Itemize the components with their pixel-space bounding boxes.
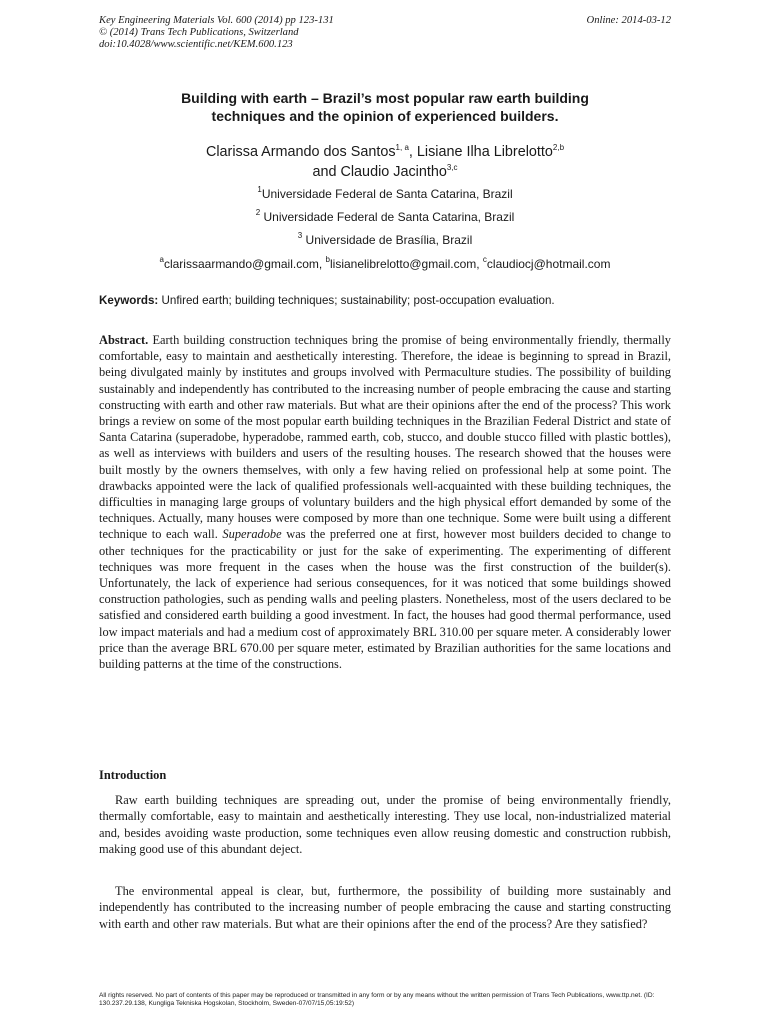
online-date: Online: 2014-03-12: [586, 15, 671, 26]
author-3: Claudio Jacintho: [340, 164, 447, 180]
keywords-text: Unfired earth; building techniques; sustainability; post-occupation evaluation.: [158, 294, 555, 307]
author-1: Clarissa Armando dos Santos: [205, 144, 396, 160]
journal-citation: Key Engineering Materials Vol. 600 (2014) pp 123-131: [99, 15, 334, 26]
introduction-paragraph-2: The environmental appeal is clear, but, furthermore, the possibility of building more sustainably and independently has contributed to the increasing number of people embracing the cause and starting constructing with earth and other raw materials. But what are their opinions after the end of the process? Are they satisfied?: [99, 884, 671, 931]
abstract-text-1: Earth building construction techniques bring the promise of being environmentally friendly, thermally comfortable, easy to maintain and aesthetically interesting. Therefore, the ideae is beginning to spread in Brazil, being divulgated mainly by institutes and groups involved with Permaculture studies. The possibility of building sustainably and independently has contributed to the increasing number of people embracing the cause and starting constructing with earth and other raw materials. But what are their opinions after the end of the process? This work brings a review on some of the most popular earth building techniques in the Brazilian Federal District and state of Santa Catarina (superadobe, hyperadobe, rammed earth, cob, stucco, and double stucco filled with plastic bottles), as well as interviews with builders and users of the resulting houses. The research showed that the houses were built mostly by the owners themselves, with only a few having relied on professional help at some point. The drawbacks appointed were the lack of qualified professionals well-acquainted with these building techniques, the difficulties in managing large groups of voluntary builders and the high physical effort demanded by some of the techniques. Actually, many houses were composed by more than one technique. Some were built using a different technique to each wall.: [99, 333, 671, 542]
title-line-1: Building with earth – Brazil’s most popular raw earth building: [181, 90, 589, 106]
affiliation-1-text: Universidade Federal de Santa Catarina, Brazil: [261, 187, 513, 201]
affiliation-2-marker: 2: [255, 208, 261, 217]
affiliation-1: [99, 187, 671, 201]
author-line-2: [99, 162, 671, 182]
affiliation-3: [99, 233, 671, 247]
email-c: claudiocj@hotmail.com: [486, 257, 611, 271]
author-line-1: [99, 142, 671, 162]
paper-title: [99, 89, 671, 125]
author-2-marker: 2,b: [552, 143, 565, 152]
abstract-italic-term: Superadobe: [222, 527, 282, 542]
affiliation-3-marker: 3: [297, 231, 303, 240]
abstract: [99, 332, 671, 672]
author-2: Lisiane Ilha Librelotto: [416, 144, 553, 160]
author-1-marker: 1, a: [395, 143, 409, 152]
email-c-marker: c: [482, 255, 487, 264]
affiliation-1-marker: 1: [257, 185, 262, 194]
keywords: [99, 294, 671, 308]
keywords-label: Keywords:: [99, 294, 159, 307]
email-a: clarissaarmando@gmail.com,: [163, 257, 326, 271]
email-b: lisianelibrelotto@gmail.com,: [330, 257, 483, 271]
abstract-text-2: was the preferred one at first, however most builders decided to change to other techniques for the practicability or just for the sake of experimenting. The experimenting of different techniques was more frequent in the cases when the house was the first construction of the builder(s). Unfortunately, the lack of experience had serious consequences, for it was noticed that some buildings showed construction pathologies, such as pending walls and peeling plasters. Nonetheless, most of the users declared to be satisfied and considered earth building a good investment. In fact, the houses had good thermal performance, used low impact materials and had a medium cost of approximately BRL 310.00 per square meter. A considerably lower price than the average BRL 670.00 per square meter, estimated by Brazilian authorities for the same locations and building patterns at the time of the constructions.: [99, 527, 671, 672]
copyright-line: © (2014) Trans Tech Publications, Switzerland: [99, 27, 299, 39]
author-separator: ,: [408, 144, 417, 160]
email-a-marker: a: [159, 255, 164, 264]
email-b-marker: b: [325, 255, 330, 264]
author-emails: [99, 257, 671, 271]
affiliation-2: [99, 210, 671, 224]
affiliation-3-text: Universidade de Brasília, Brazil: [302, 233, 473, 247]
title-line-2: techniques and the opinion of experienced builders.: [211, 108, 559, 124]
author-and: and: [312, 164, 341, 180]
author-list: [99, 142, 671, 182]
introduction-heading: Introduction: [99, 768, 167, 782]
author-3-marker: 3,c: [446, 163, 458, 172]
copyright-footer: All rights reserved. No part of contents of this paper may be reproduced or transmitted in any form or by any means without the written permission of Trans Tech Publications, www.ttp.net. (ID: 130.237.29.138, Kungliga Tekniska Hogskolan, Stockholm, Sweden-07/07/15,05:19:52): [99, 992, 655, 1008]
journal-header: [99, 15, 671, 52]
abstract-label: Abstract.: [99, 333, 149, 347]
introduction-paragraph-1: Raw earth building techniques are spreading out, under the promise of being environmentally friendly, thermally comfortable, easy to maintain and aesthetically interesting. They use local, non-industrialized material and, besides avoiding waste production, some techniques even allow reusing domestic and construction rubbish, making good use of this abundant deject.: [99, 793, 671, 857]
affiliation-2-text: Universidade Federal de Santa Catarina, Brazil: [260, 210, 515, 224]
doi-line: doi:10.4028/www.scientific.net/KEM.600.123: [99, 39, 293, 51]
